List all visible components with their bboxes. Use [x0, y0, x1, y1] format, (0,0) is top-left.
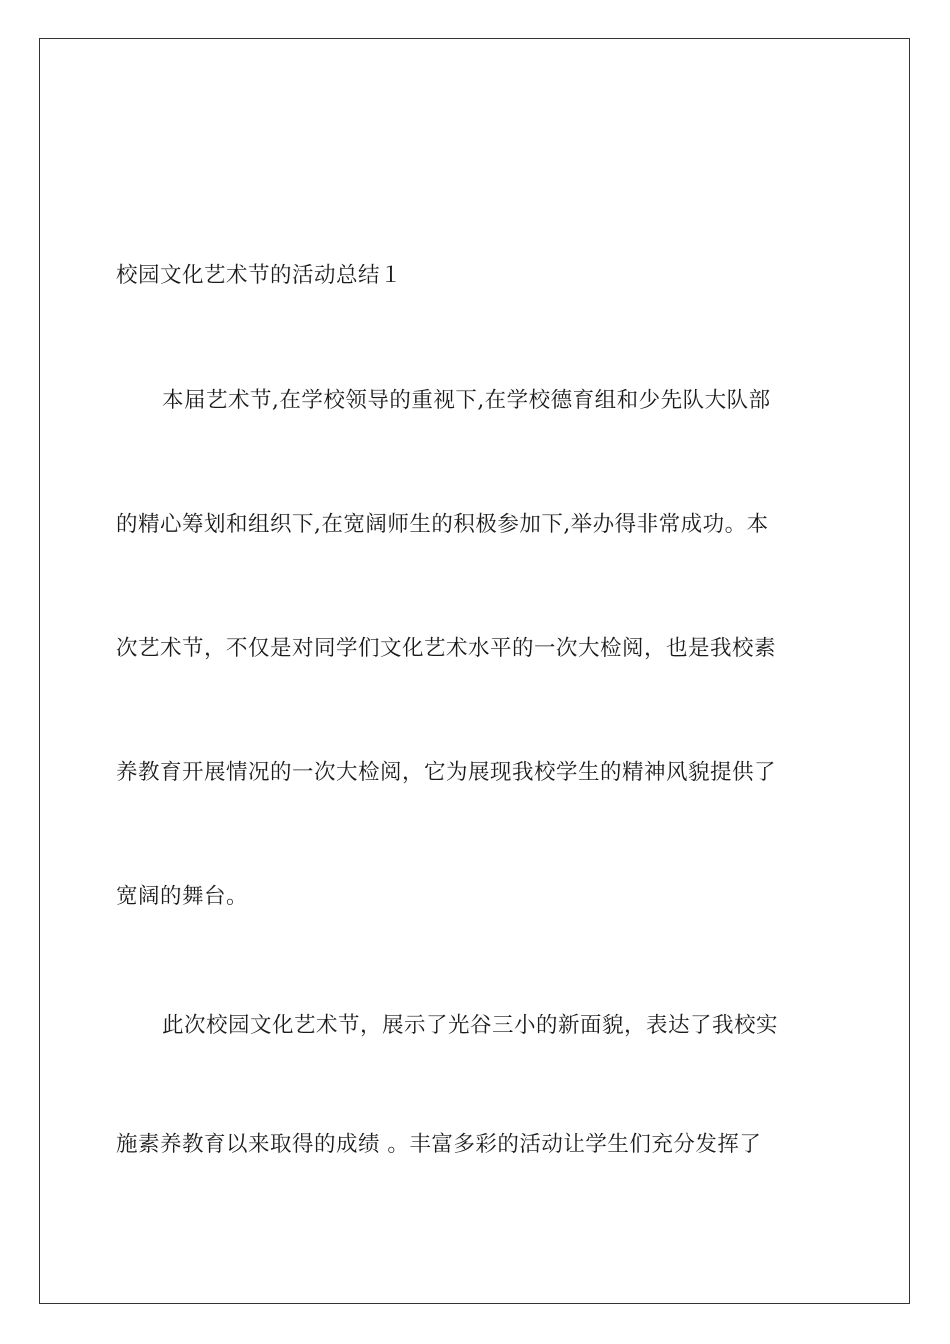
paragraph-1-line-5: 宽阔的舞台。	[116, 884, 249, 909]
page-border	[39, 38, 910, 1304]
paragraph-1-line-2: 的精心筹划和组织下,在宽阔师生的积极参加下,举办得非常成功。本	[116, 512, 769, 537]
paragraph-2-line-2: 施素养教育以来取得的成绩 。丰富多彩的活动让学生们充分发挥了	[116, 1132, 762, 1157]
paragraph-1-line-1: 本届艺术节,在学校领导的重视下,在学校德育组和少先队大队部	[162, 388, 771, 413]
document-title: 校园文化艺术节的活动总结１	[116, 263, 403, 288]
paragraph-2-line-1: 此次校园文化艺术节，展示了光谷三小的新面貌，表达了我校实	[162, 1013, 779, 1038]
paragraph-1-line-3: 次艺术节，不仅是对同学们文化艺术水平的一次大检阅，也是我校素	[116, 636, 777, 661]
paragraph-1-line-4: 养教育开展情况的一次大检阅，它为展现我校学生的精神风貌提供了	[116, 760, 777, 785]
